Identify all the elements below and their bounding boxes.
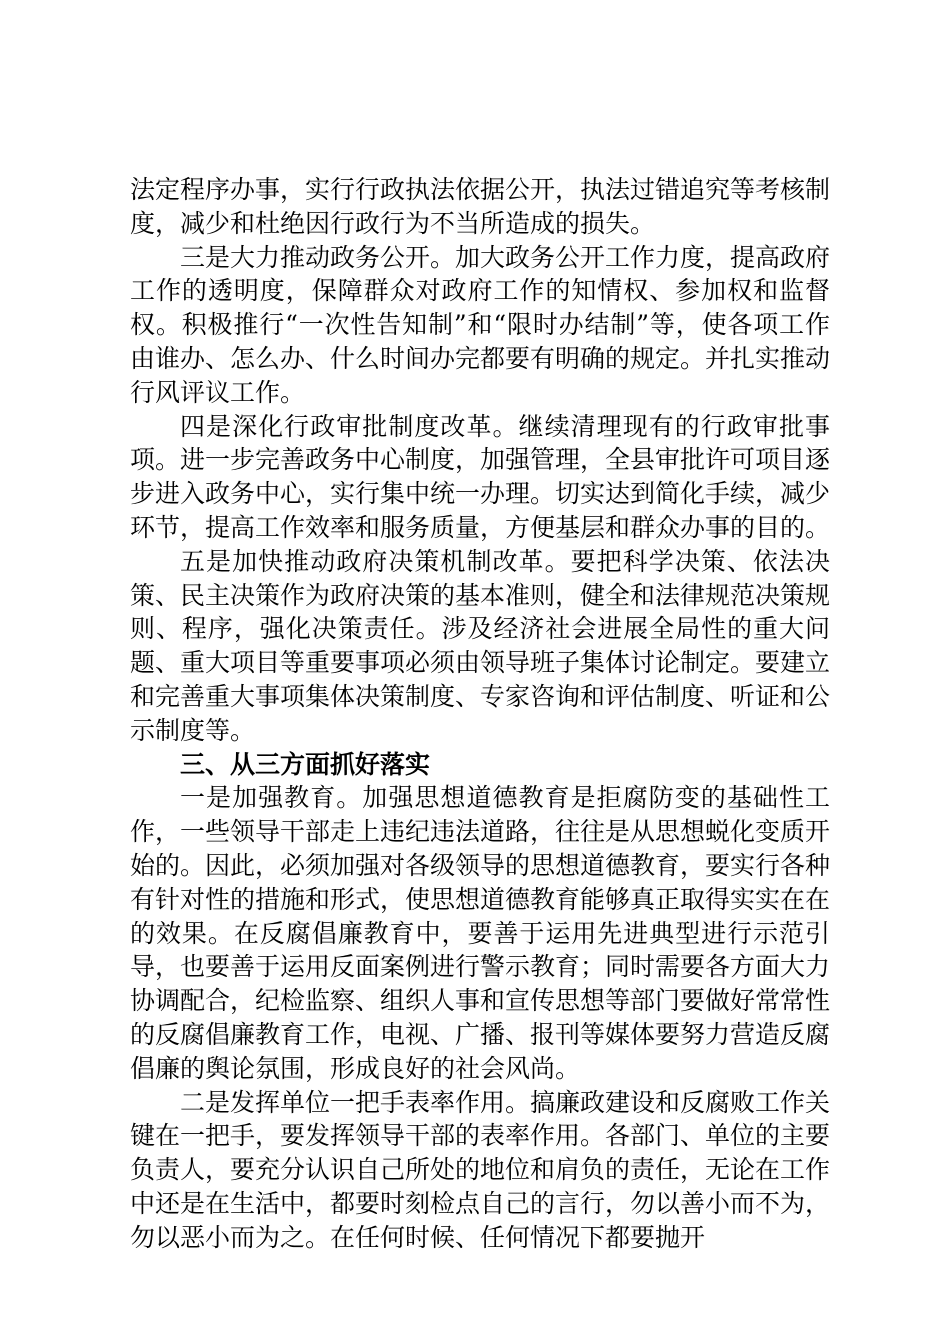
paragraph-leader-role-model: 二是发挥单位一把手表率作用。搞廉政建设和反腐败工作关键在一把手，要发挥领导干部的表率作用。各部门、单位的主要负责人，要充分认识自己所处的地位和肩负的责任，无论在工作中还是在生活中，都要时刻检点自己的言行，勿以善小而不为，勿以恶小而为之。在任何时候、任何情况下都要抛开 — [130, 1087, 831, 1252]
paragraph-decision-mechanism-reform: 五是加快推动政府决策机制改革。要把科学决策、依法决策、民主决策作为政府决策的基本准则，健全和法律规范决策规则、程序，强化决策责任。涉及经济社会进展全局性的重大问题、重大项目等重要事项必须由领导班子集体讨论制定。要建立和完善重大事项集体决策制度、专家咨询和评估制度、听证和公示制度等。 — [130, 546, 831, 745]
document-page — [130, 173, 830, 1255]
paragraph-continued: 法定程序办事，实行行政执法依据公开，执法过错追究等考核制度，减少和杜绝因行政行为不当所造成的损失。 — [130, 175, 831, 238]
paragraph-strengthen-education: 一是加强教育。加强思想道德教育是拒腐防变的基础性工作，一些领导干部走上违纪违法道路，往往是从思想蜕化变质开始的。因此，必须加强对各级领导的思想道德教育，要实行各种有针对性的措施和形式，使思想道德教育能够真正取得实实在在的效果。在反腐倡廉教育中，要善于运用先进典型进行示范引导，也要善于运用反面案例进行警示教育；同时需要各方面大力协调配合，纪检监察、组织人事和宣传思想等部门要做好常常性的反腐倡廉教育工作，电视、广播、报刊等媒体要努力营造反腐倡廉的舆论氛围，形成良好的社会风尚。 — [130, 783, 831, 1083]
paragraph-government-affairs-openness: 三是大力推动政务公开。加大政务公开工作力度，提高政府工作的透明度，保障群众对政府工作的知情权、参加权和监督权。积极推行“一次性告知制”和“限时办结制”等，使各项工作由谁办、怎么办、什么时间办完都要有明确的规定。并扎实推动行风评议工作。 — [130, 242, 831, 407]
section-heading: 三、从三方面抓好落实 — [180, 749, 431, 779]
paragraph-administrative-approval-reform: 四是深化行政审批制度改革。继续清理现有的行政审批事项。进一步完善政务中心制度，加强管理，全县审批许可项目逐步进入政务中心，实行集中统一办理。切实达到简化手续，减少环节，提高工作效率和服务质量，方便基层和群众办事的目的。 — [130, 411, 831, 542]
